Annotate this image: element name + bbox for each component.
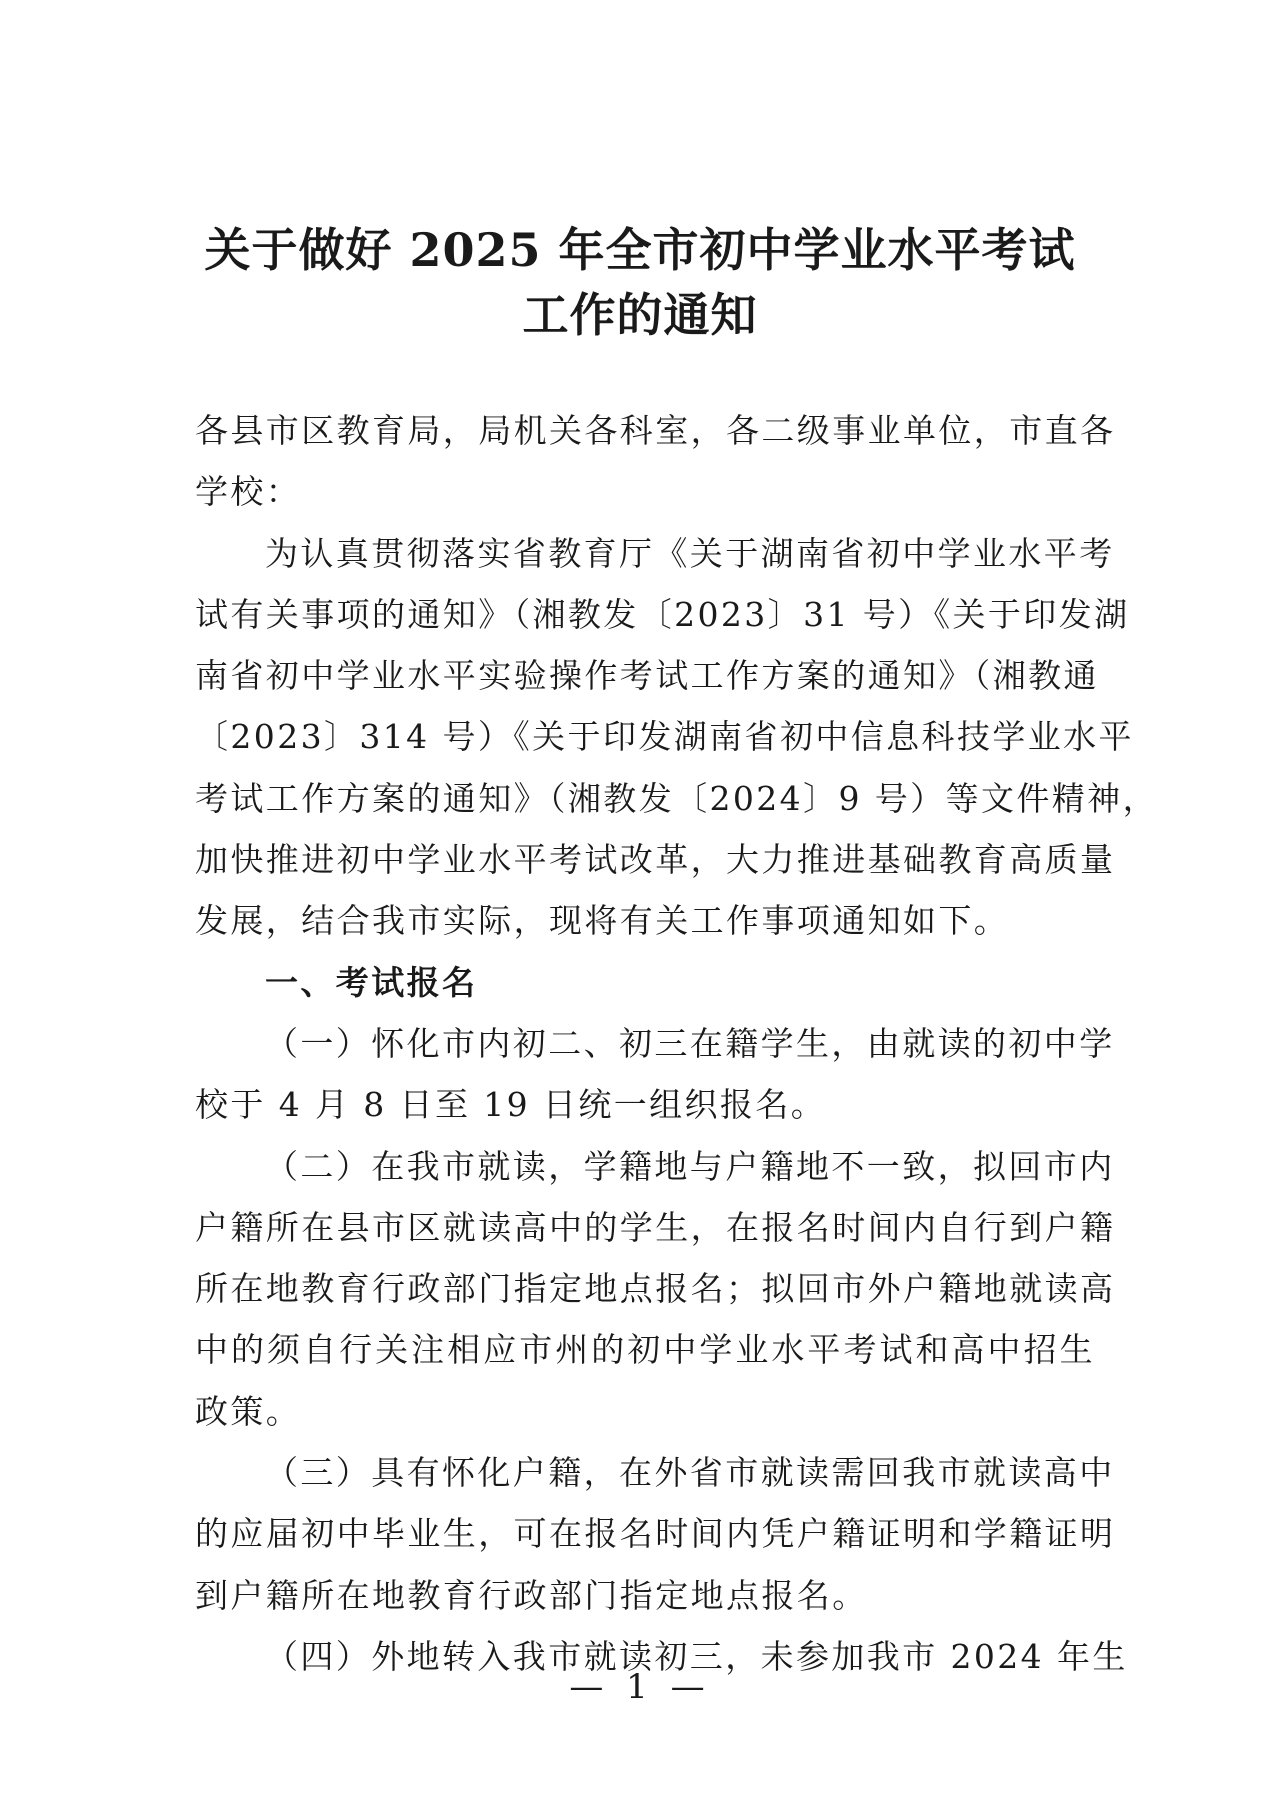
body-text-line: 考试工作方案的通知》（湘教发〔2024〕9 号）等文件精神， [195,778,1158,818]
page-number: — 1 — [569,1667,711,1707]
body-text-line: 〔2023〕314 号）《关于印发湖南省初中信息科技学业水平 [195,717,1134,757]
body-text-line: 所在地教育行政部门指定地点报名；拟回市外户籍地就读高 [195,1269,1116,1309]
section-heading: 一、考试报名 [265,962,478,1002]
body-text-line: （三）具有怀化户籍，在外省市就读需回我市就读高中 [265,1453,1115,1493]
body-text-line: 户籍所在县市区就读高中的学生，在报名时间内自行到户籍 [195,1207,1116,1247]
document-title-line-2: 工作的通知 [522,288,758,342]
body-text-line: 为认真贯彻落实省教育厅《关于湖南省初中学业水平考 [265,533,1115,573]
body-text-line: 政策。 [195,1391,302,1431]
body-text-line: 发展，结合我市实际，现将有关工作事项通知如下。 [195,901,1010,941]
body-text-line: 南省初中学业水平实验操作考试工作方案的通知》（湘教通 [195,656,1099,696]
addressee-line: 各县市区教育局，局机关各科室，各二级事业单位，市直各 [195,411,1116,450]
body-text-line: 到户籍所在地教育行政部门指定地点报名。 [195,1575,868,1615]
body-text-line: 加快推进初中学业水平考试改革，大力推进基础教育高质量 [195,840,1116,880]
body-text-line: 的应届初中毕业生，可在报名时间内凭户籍证明和学籍证明 [195,1514,1116,1554]
document-title-line-1: 关于做好 2025 年全市初中学业水平考试 [204,223,1076,277]
body-text-line: （二）在我市就读，学籍地与户籍地不一致，拟回市内 [265,1146,1115,1186]
body-text-line: 校于 4 月 8 日至 19 日统一组织报名。 [195,1085,827,1125]
body-text-line: 试有关事项的通知》（湘教发〔2023〕31 号）《关于印发湖 [195,594,1130,634]
body-text-line: 中的须自行关注相应市州的初中学业水平考试和高中招生 [195,1330,1095,1370]
addressee-line-end: 学校： [195,472,302,512]
body-text-line: （四）外地转入我市就读初三，未参加我市 2024 年生 [265,1636,1128,1676]
document-body [195,400,1158,1687]
body-text-line: （一）怀化市内初二、初三在籍学生，由就读的初中学 [265,1023,1115,1063]
